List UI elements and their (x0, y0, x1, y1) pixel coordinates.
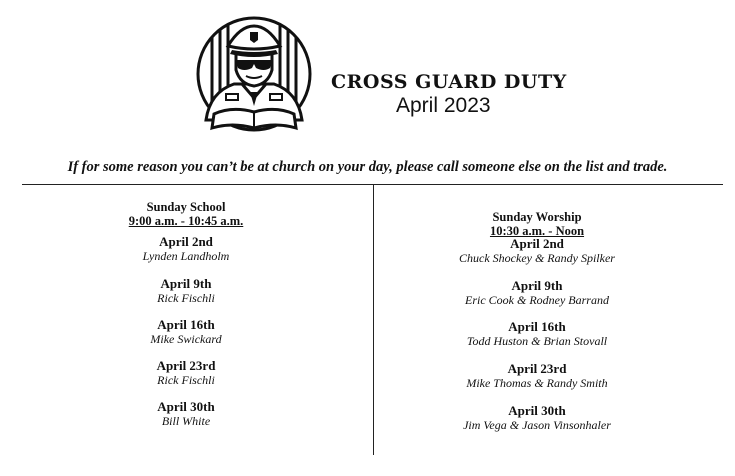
schedule-entry (86, 235, 286, 263)
page-subtitle: April 2023 (396, 94, 491, 117)
entry-names: Chuck Shockey & Randy Spilker (459, 251, 615, 265)
entry-names: Mike Swickard (150, 332, 222, 346)
schedule-entry (422, 362, 652, 390)
column-heading: Sunday School (146, 200, 226, 214)
schedule-entry (86, 400, 286, 428)
sunday-worship-column (422, 210, 652, 432)
entry-names: Jim Vega & Jason Vinsonhaler (463, 418, 611, 432)
schedule-entry (422, 279, 652, 307)
entry-date: April 30th (508, 403, 566, 418)
entry-date: April 2nd (159, 234, 213, 249)
vertical-divider (373, 185, 374, 455)
entry-date: April 23rd (156, 358, 216, 373)
schedule-entry (422, 320, 652, 348)
entry-names: Eric Cook & Rodney Barrand (465, 293, 609, 307)
notice-text: If for some reason you can’t be at church on your day, please call someone else on the list and trade. (67, 159, 668, 175)
schedule-entry (86, 359, 286, 387)
entry-date: April 9th (511, 278, 563, 293)
sunday-school-column (86, 200, 286, 428)
entry-names: Rick Fischli (157, 291, 215, 305)
column-time: 9:00 a.m. - 10:45 a.m. (128, 214, 244, 228)
entry-names: Mike Thomas & Randy Smith (466, 376, 608, 390)
entry-date: April 2nd (510, 236, 564, 251)
entry-date: April 16th (508, 319, 566, 334)
schedule-entry (86, 318, 286, 346)
column-time: 10:30 a.m. - Noon (489, 224, 585, 238)
entry-names: Bill White (161, 414, 211, 428)
entry-date: April 30th (157, 399, 215, 414)
entry-names: Lynden Landholm (142, 249, 230, 263)
column-heading: Sunday Worship (492, 210, 582, 224)
page-title: CROSS GUARD DUTY (331, 71, 567, 93)
schedule-entry (422, 404, 652, 432)
entry-date: April 9th (160, 276, 212, 291)
entry-names: Rick Fischli (157, 373, 215, 387)
entry-date: April 23rd (507, 361, 567, 376)
schedule-entry (86, 277, 286, 305)
crossing-guard-illustration-icon (192, 14, 316, 138)
entry-date: April 16th (157, 317, 215, 332)
schedule-entry (422, 237, 652, 265)
entry-names: Todd Huston & Brian Stovall (466, 334, 608, 348)
